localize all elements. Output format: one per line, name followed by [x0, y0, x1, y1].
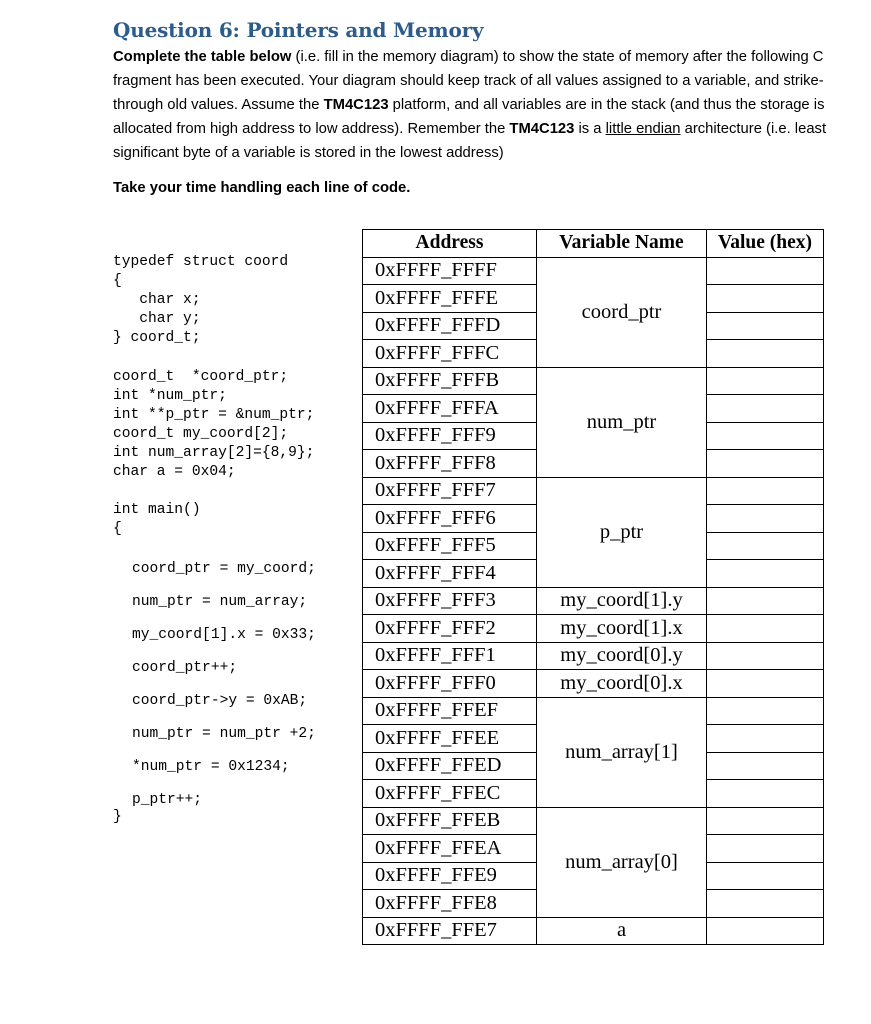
code-line: int *num_ptr;: [113, 388, 227, 404]
value-hex-cell[interactable]: [707, 560, 824, 588]
address-cell: 0xFFFF_FFF5: [363, 532, 537, 560]
code-line: char x;: [113, 292, 201, 308]
code-line: int **p_ptr = &num_ptr;: [113, 407, 315, 423]
address-cell: 0xFFFF_FFF9: [363, 422, 537, 450]
address-cell: 0xFFFF_FFEA: [363, 835, 537, 863]
variable-name-cell: my_coord[0].y: [537, 642, 707, 670]
code-statement: num_ptr = num_ptr +2;: [132, 726, 316, 742]
code-line: char y;: [113, 311, 201, 327]
table-row: [363, 642, 824, 670]
value-hex-cell[interactable]: [707, 505, 824, 533]
variable-name-cell: p_ptr: [537, 477, 707, 587]
address-cell: 0xFFFF_FFF2: [363, 615, 537, 643]
address-cell: 0xFFFF_FFF3: [363, 587, 537, 615]
variable-name-cell: coord_ptr: [537, 257, 707, 367]
instructions-lead: Complete the table below: [113, 49, 292, 65]
table-row: [363, 257, 824, 285]
address-cell: 0xFFFF_FFF0: [363, 670, 537, 698]
value-hex-cell[interactable]: [707, 367, 824, 395]
code-line: coord_t my_coord[2];: [113, 426, 289, 442]
table-row: [363, 477, 824, 505]
instructions-text-2: platform, and all variables are in the stack (and thus the storage is allocated from high address to low address). Remember the: [113, 97, 825, 137]
code-line: int num_array[2]={8,9};: [113, 445, 315, 461]
table-row: [363, 917, 824, 945]
table-row: [363, 615, 824, 643]
value-hex-cell[interactable]: [707, 752, 824, 780]
address-cell: 0xFFFF_FFFF: [363, 257, 537, 285]
address-cell: 0xFFFF_FFE9: [363, 862, 537, 890]
struct-definition: [113, 234, 288, 348]
address-cell: 0xFFFF_FFFA: [363, 395, 537, 423]
value-hex-cell[interactable]: [707, 642, 824, 670]
value-hex-cell[interactable]: [707, 697, 824, 725]
code-statement: my_coord[1].x = 0x33;: [132, 627, 316, 643]
code-line: } coord_t;: [113, 330, 201, 346]
value-hex-cell[interactable]: [707, 835, 824, 863]
value-hex-cell[interactable]: [707, 587, 824, 615]
question-heading: Question 6: Pointers and Memory: [113, 18, 484, 42]
variable-name-cell: num_array[0]: [537, 807, 707, 917]
value-hex-cell[interactable]: [707, 615, 824, 643]
address-cell: 0xFFFF_FFF4: [363, 560, 537, 588]
main-statements: [132, 520, 316, 817]
code-statement: p_ptr++;: [132, 792, 203, 808]
header-address: Address: [363, 230, 537, 258]
address-cell: 0xFFFF_FFFE: [363, 285, 537, 313]
platform-name: TM4C123: [509, 121, 575, 137]
value-hex-cell[interactable]: [707, 917, 824, 945]
value-hex-cell[interactable]: [707, 532, 824, 560]
address-cell: 0xFFFF_FFE8: [363, 890, 537, 918]
address-cell: 0xFFFF_FFF1: [363, 642, 537, 670]
value-hex-cell[interactable]: [707, 477, 824, 505]
address-cell: 0xFFFF_FFF7: [363, 477, 537, 505]
address-cell: 0xFFFF_FFF6: [363, 505, 537, 533]
memory-table: [362, 229, 824, 945]
value-hex-cell[interactable]: [707, 862, 824, 890]
table-row: [363, 587, 824, 615]
value-hex-cell[interactable]: [707, 780, 824, 808]
main-close-brace: }: [113, 809, 122, 825]
address-cell: 0xFFFF_FFED: [363, 752, 537, 780]
address-cell: 0xFFFF_FFFB: [363, 367, 537, 395]
code-statement: coord_ptr = my_coord;: [132, 561, 316, 577]
variable-name-cell: num_array[1]: [537, 697, 707, 807]
table-row: [363, 367, 824, 395]
little-endian-term: little endian: [605, 121, 681, 137]
code-line: char a = 0x04;: [113, 464, 236, 480]
address-cell: 0xFFFF_FFFD: [363, 312, 537, 340]
value-hex-cell[interactable]: [707, 422, 824, 450]
code-line: int main(): [113, 502, 201, 518]
value-hex-cell[interactable]: [707, 257, 824, 285]
code-line: coord_t *coord_ptr;: [113, 369, 289, 385]
global-declarations: [113, 349, 314, 482]
table-row: [363, 670, 824, 698]
code-statement: *num_ptr = 0x1234;: [132, 759, 290, 775]
table-row: [363, 697, 824, 725]
emphasis-note: Take your time handling each line of code.: [113, 180, 411, 196]
variable-name-cell: my_coord[1].x: [537, 615, 707, 643]
variable-name-cell: a: [537, 917, 707, 945]
address-cell: 0xFFFF_FFE7: [363, 917, 537, 945]
header-variable-name: Variable Name: [537, 230, 707, 258]
address-cell: 0xFFFF_FFEC: [363, 780, 537, 808]
code-statement: num_ptr = num_array;: [132, 594, 308, 610]
instructions-text-4: architecture (i.e. least significant byte of a variable is stored in the lowest address): [113, 121, 827, 161]
code-line: {: [113, 521, 122, 537]
header-value-hex: Value (hex): [707, 230, 824, 258]
value-hex-cell[interactable]: [707, 725, 824, 753]
table-row: [363, 807, 824, 835]
platform-name: TM4C123: [323, 97, 389, 113]
address-cell: 0xFFFF_FFFC: [363, 340, 537, 368]
value-hex-cell[interactable]: [707, 312, 824, 340]
address-cell: 0xFFFF_FFEE: [363, 725, 537, 753]
code-line: typedef struct coord: [113, 254, 289, 270]
value-hex-cell[interactable]: [707, 807, 824, 835]
instructions-text-1: (i.e. fill in the memory diagram) to show the state of memory after the following C fragment has been executed. Your diagram should keep track of all values assigned to a variable, and strike-through old values. Assume the: [113, 49, 824, 113]
variable-name-cell: num_ptr: [537, 367, 707, 477]
value-hex-cell[interactable]: [707, 670, 824, 698]
value-hex-cell[interactable]: [707, 450, 824, 478]
address-cell: 0xFFFF_FFF8: [363, 450, 537, 478]
instructions-paragraph: [113, 45, 833, 165]
value-hex-cell[interactable]: [707, 285, 824, 313]
address-cell: 0xFFFF_FFEF: [363, 697, 537, 725]
instructions-text-3: is a: [574, 121, 606, 137]
value-hex-cell[interactable]: [707, 890, 824, 918]
variable-name-cell: my_coord[1].y: [537, 587, 707, 615]
value-hex-cell[interactable]: [707, 340, 824, 368]
variable-name-cell: my_coord[0].x: [537, 670, 707, 698]
code-statement: coord_ptr->y = 0xAB;: [132, 693, 308, 709]
value-hex-cell[interactable]: [707, 395, 824, 423]
address-cell: 0xFFFF_FFEB: [363, 807, 537, 835]
code-line: {: [113, 273, 122, 289]
code-statement: coord_ptr++;: [132, 660, 238, 676]
table-header-row: [363, 230, 824, 258]
